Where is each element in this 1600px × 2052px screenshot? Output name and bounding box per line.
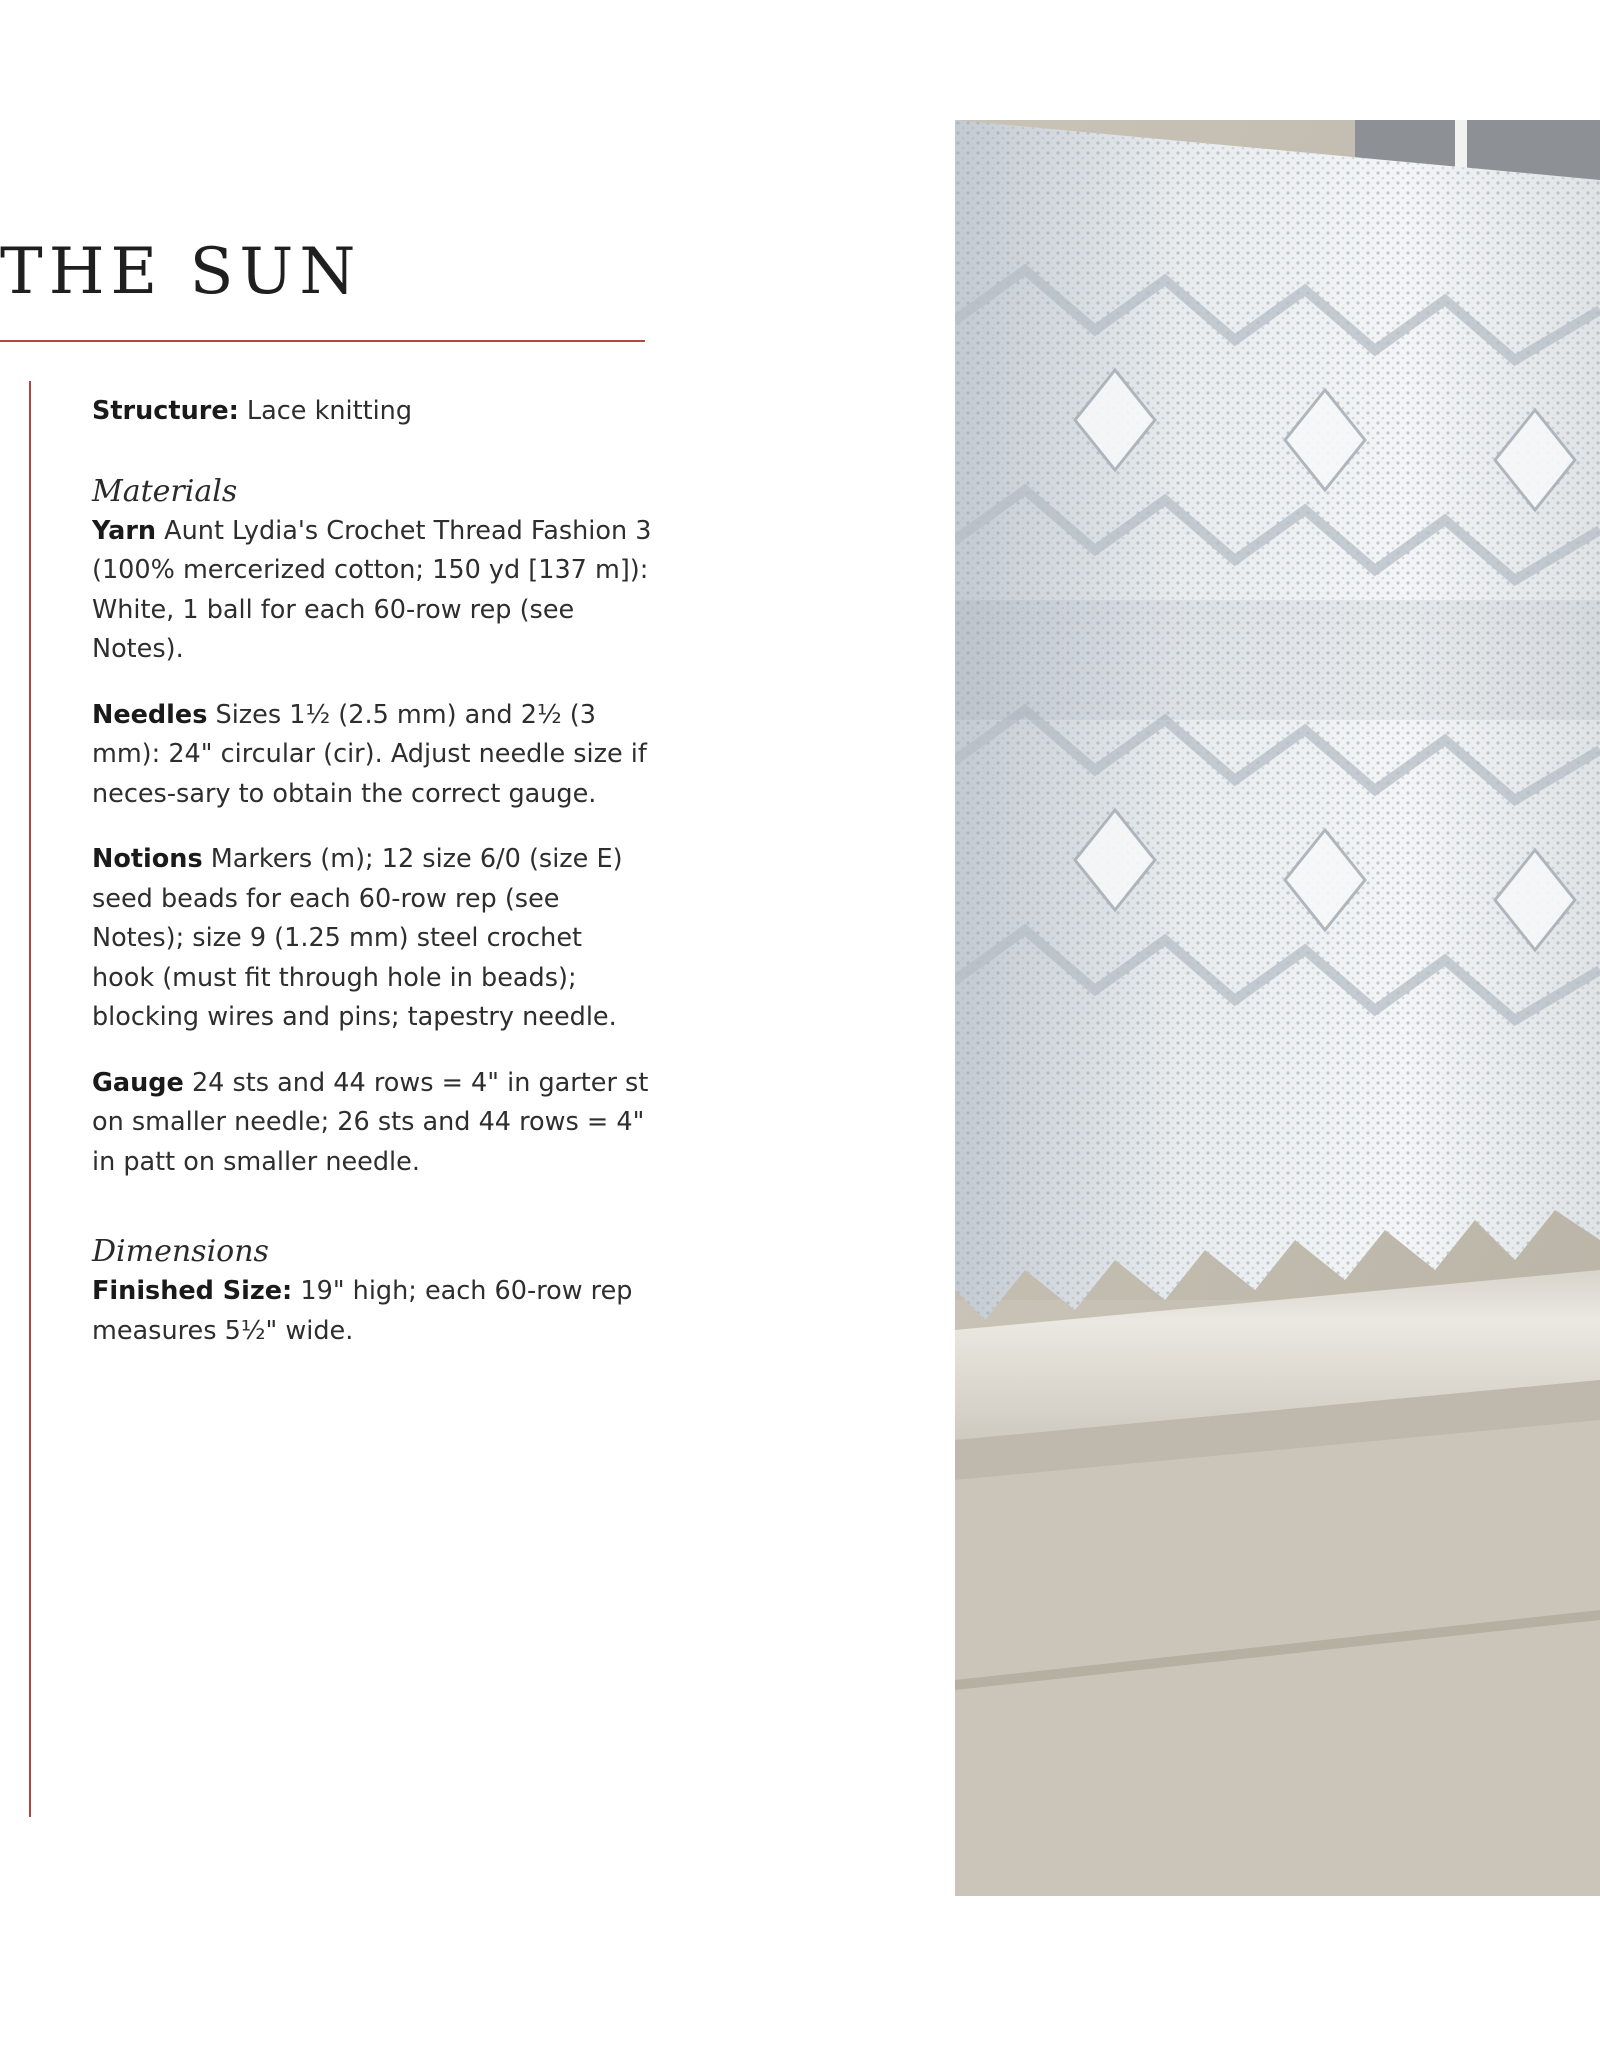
gauge-paragraph xyxy=(92,1064,652,1183)
finished-size-label: Finished Size: xyxy=(92,1276,293,1306)
pattern-specs xyxy=(92,392,652,1351)
needles-paragraph xyxy=(92,696,652,815)
gauge-text: 24 sts and 44 rows = 4" in garter st on smaller needle; 26 sts and 44 rows = 4" in patt on smaller needle. xyxy=(92,1067,649,1177)
dimensions-heading: Dimensions xyxy=(92,1234,269,1269)
needles-text: Sizes 1½ (2.5 mm) and 2½ (3 mm): 24" circular (cir). Adjust needle size if neces-sary to obtain the correct gauge. xyxy=(92,699,647,809)
lace-curtain-photo xyxy=(955,120,1600,1896)
needles-label: Needles xyxy=(92,699,208,730)
page-title: THE SUN xyxy=(0,235,362,309)
notions-text: Markers (m); 12 size 6/0 (size E) seed beads for each 60-row rep (see Notes); size 9 (1.25 mm) steel crochet hook (must fit through hole in beads); blocking wires and pins; tapestry needle. xyxy=(92,844,623,1032)
structure-value: Lace knitting xyxy=(246,396,413,426)
materials-heading: Materials xyxy=(92,473,238,509)
yarn-text: Aunt Lydia's Crochet Thread Fashion 3 (100% mercerized cotton; 150 yd [137 m]): White, 1 ball for each 60-row rep (see Notes). xyxy=(92,515,652,664)
finished-size-text: 19" high; each 60-row rep measures 5½" wide. xyxy=(92,1276,633,1346)
yarn-paragraph xyxy=(92,512,652,670)
yarn-label: Yarn xyxy=(92,515,157,546)
structure-line xyxy=(92,392,652,432)
notions-label: Notions xyxy=(92,844,203,874)
finished-size-paragraph xyxy=(92,1272,652,1351)
side-divider xyxy=(29,381,31,1817)
title-divider xyxy=(0,340,645,342)
structure-label: Structure: xyxy=(92,396,239,426)
notions-paragraph xyxy=(92,840,652,1038)
gauge-label: Gauge xyxy=(92,1067,184,1098)
